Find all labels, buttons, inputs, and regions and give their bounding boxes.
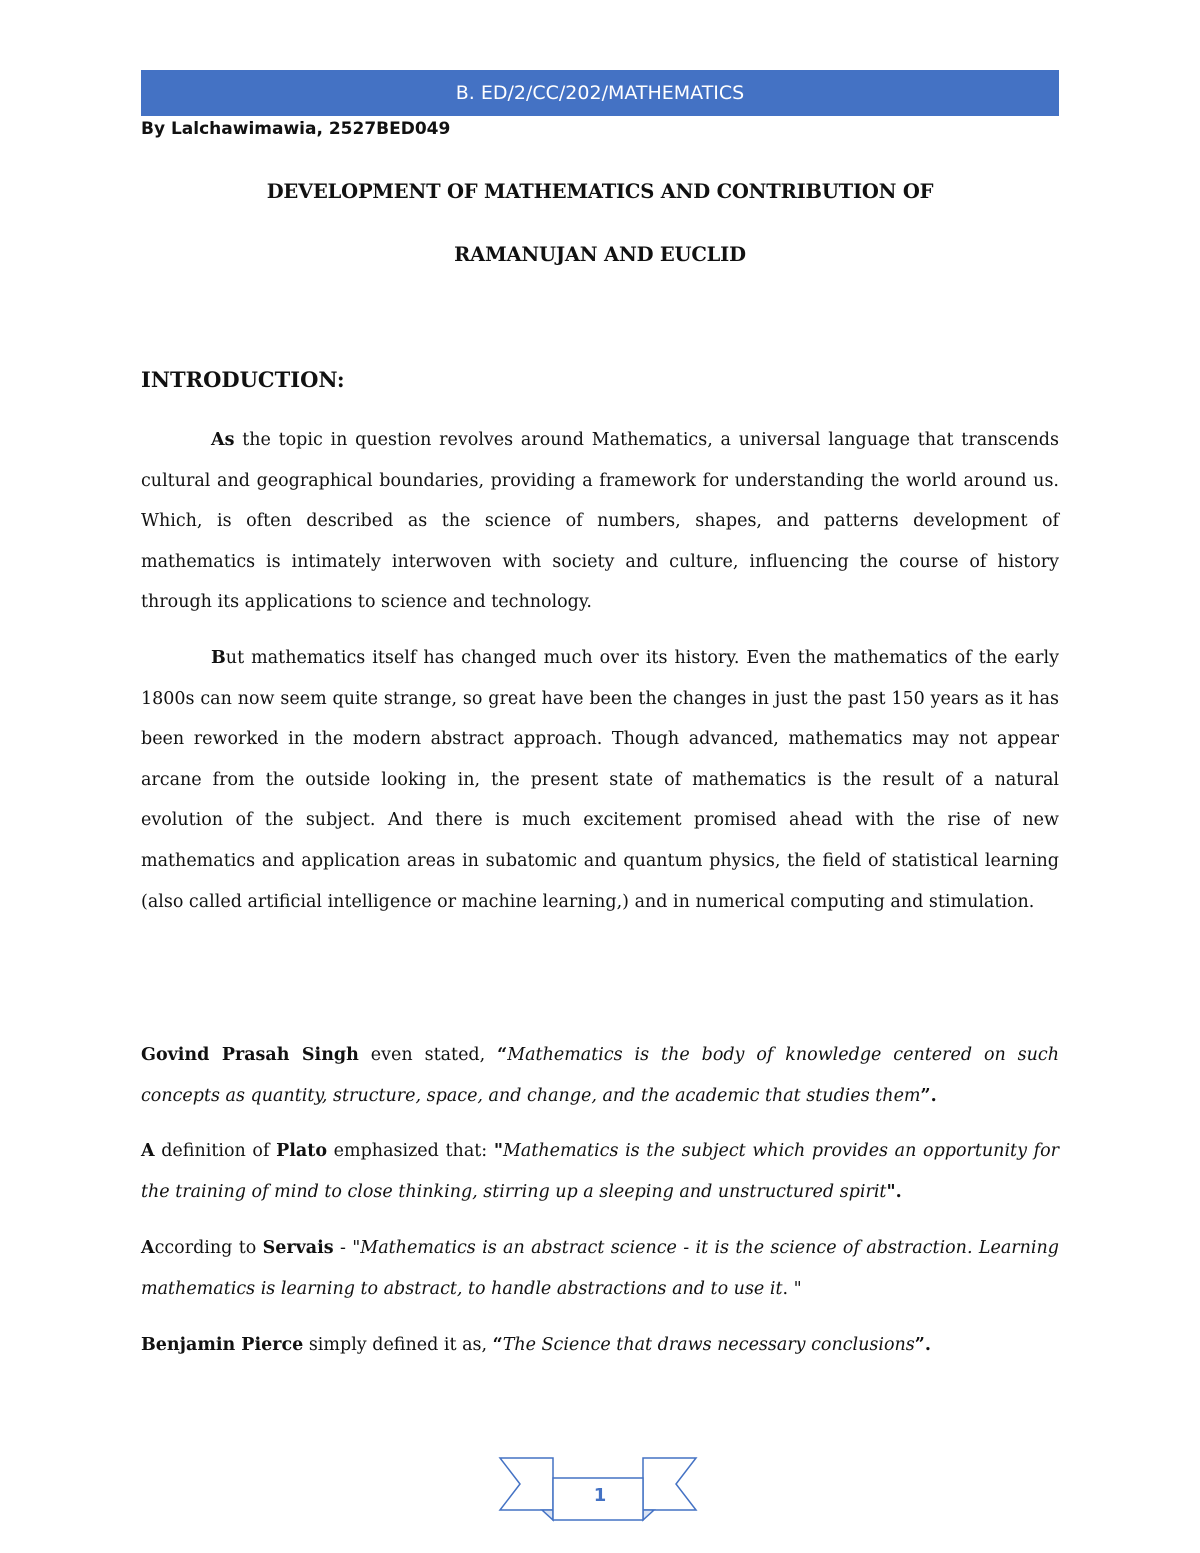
- definition-singh: [141, 1035, 1059, 1116]
- singh-quote: Mathematics is the body of knowledge centered on such concepts as quantity, structure, space, and change, and the academic that studies them: [141, 1045, 1059, 1106]
- course-code: B. ED/2/CC/202/MATHEMATICS: [455, 82, 745, 104]
- servais-quote: Mathematics is an abstract science - it is the science of abstraction. Learning mathematics is learning to abstract, to handle abstractions and to use it: [141, 1238, 1059, 1299]
- plato-quote: Mathematics is the subject which provides an opportunity for the training of mind to close thinking, stirring up a sleeping and unstructured spirit: [141, 1141, 1059, 1202]
- introduction-heading: INTRODUCTION:: [141, 367, 345, 392]
- servais-pre: - ": [333, 1238, 361, 1258]
- paragraph-2-lead: B: [211, 648, 226, 668]
- plato-name: Plato: [276, 1141, 327, 1161]
- ribbon-left-tail: [500, 1458, 553, 1510]
- document-title-line-1: DEVELOPMENT OF MATHEMATICS AND CONTRIBUTION OF: [266, 180, 934, 203]
- header-bar: [141, 70, 1059, 116]
- ribbon-left-fold: [542, 1510, 553, 1520]
- singh-pre: even stated,: [358, 1045, 498, 1065]
- plato-open-quote: ": [493, 1141, 503, 1161]
- introduction-paragraph-1: [141, 420, 1059, 623]
- pierce-quote: The Science that draws necessary conclusions: [502, 1335, 915, 1355]
- ribbon-right-tail: [643, 1458, 696, 1510]
- pierce-name: Benjamin Pierce: [141, 1335, 304, 1355]
- introduction-paragraph-2: [141, 638, 1059, 922]
- definition-plato: [141, 1131, 1059, 1212]
- servais-name: Servais: [262, 1238, 334, 1258]
- paragraph-1-text: the topic in question revolves around Mathematics, a universal language that transcends cultural and geographical boundaries, providing a framework for understanding the world around us. Which, is often described as the science of numbers, shapes, and patterns development of mathematics is intimately interwoven with society and culture, influencing the course of history through its applications to science and technology.: [141, 430, 1059, 613]
- servais-close-quote: . ": [782, 1278, 802, 1299]
- singh-open-quote: “: [497, 1045, 508, 1065]
- pierce-close-quote: ”.: [914, 1335, 931, 1355]
- plato-pre: emphasized that:: [327, 1141, 494, 1161]
- servais-lead: A: [141, 1238, 155, 1258]
- author-line: By Lalchawimawia, 2527BED049: [141, 119, 451, 139]
- plato-close-quote: ".: [886, 1181, 902, 1202]
- document-title-line-2: RAMANUJAN AND EUCLID: [454, 243, 746, 266]
- singh-close-quote: ”.: [920, 1085, 937, 1106]
- definition-servais: [141, 1228, 1059, 1309]
- plato-lead: A: [141, 1141, 155, 1161]
- pierce-pre: simply defined it as,: [303, 1335, 493, 1355]
- pierce-open-quote: “: [492, 1335, 503, 1355]
- paragraph-1-lead: As: [211, 430, 235, 450]
- definition-pierce: [141, 1325, 1059, 1366]
- plato-mid: definition of: [154, 1141, 277, 1161]
- singh-name: Govind Prasah Singh: [141, 1045, 359, 1065]
- paragraph-2-text: ut mathematics itself has changed much over its history. Even the mathematics of the early 1800s can now seem quite strange, so great have been the changes in just the past 150 years as it has been reworked in the modern abstract approach. Though advanced, mathematics may not appear arcane from the outside looking in, the present state of mathematics is the result of a natural evolution of the subject. And there is much excitement promised ahead with the rise of new mathematics and application areas in subatomic and quantum physics, the field of statistical learning (also called artificial intelligence or machine learning,) and in numerical computing and stimulation.: [141, 648, 1059, 912]
- page-number: 1: [593, 1484, 607, 1506]
- servais-mid: ccording to: [154, 1238, 263, 1258]
